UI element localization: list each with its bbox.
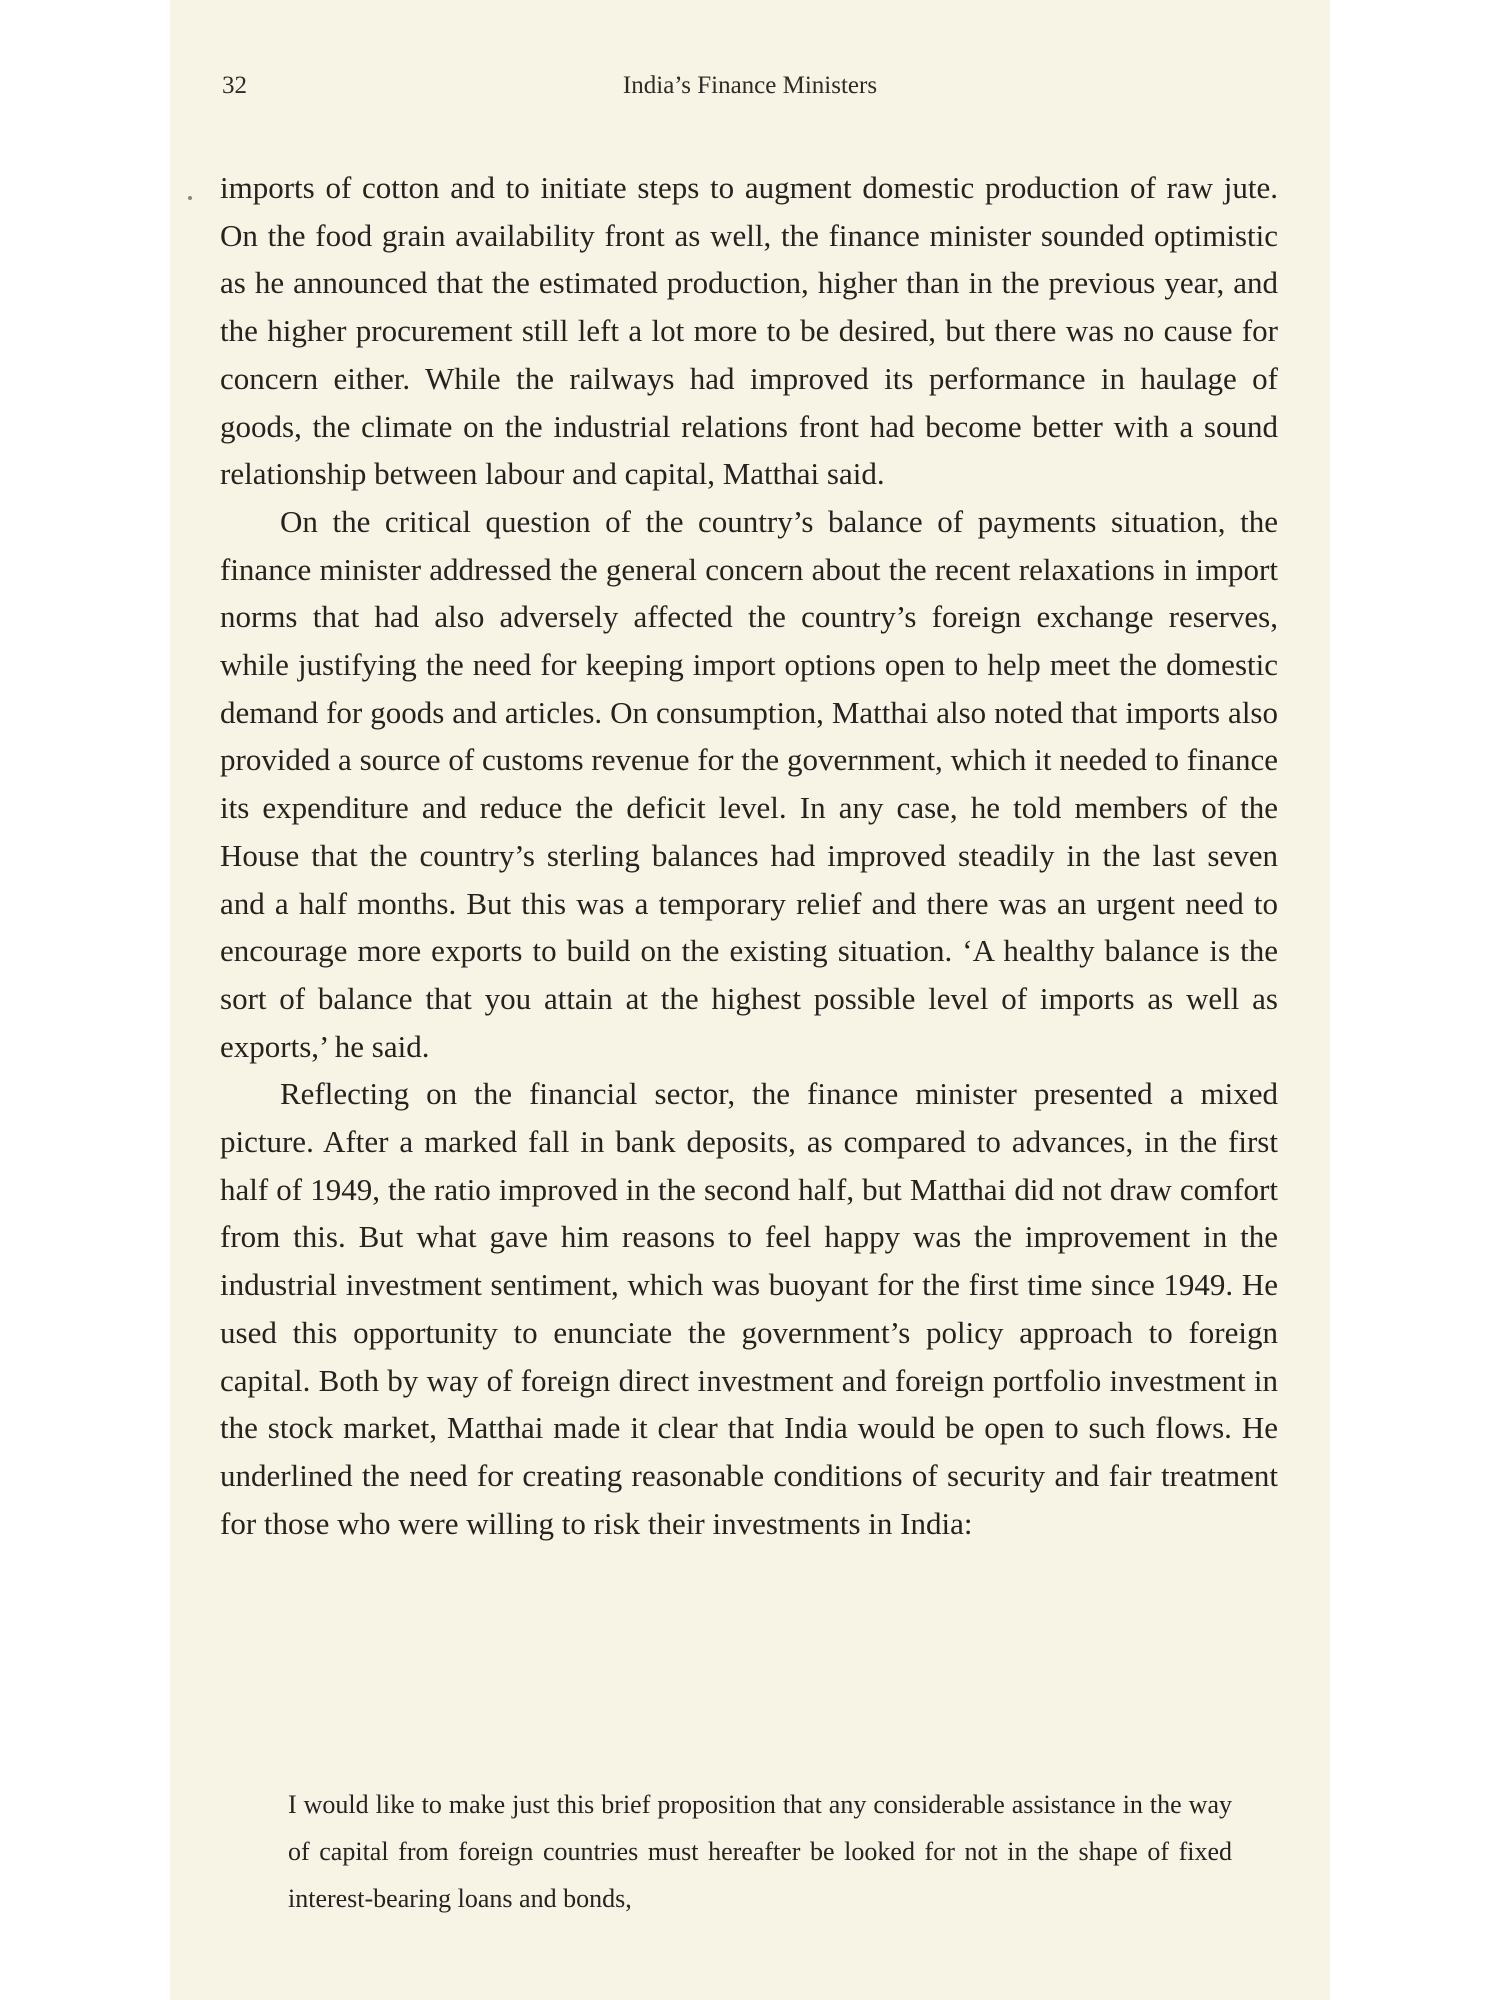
- block-quote: I would like to make just this brief proposition that any considerable assistance in the way of capital from foreign countries must hereafter be looked for not in the shape of fixed interest-bearing loans and bonds,: [288, 1790, 1232, 1913]
- margin-mark: [188, 196, 192, 200]
- paragraph-balance-of-payments: On the critical question of the country’s balance of payments situation, the finance minister addressed the general concern about the recent relaxations in import norms that had also adversely affected the country’s foreign exchange reserves, while justifying the need for keeping import options open to help meet the domestic demand for goods and articles. On consumption, Matthai also noted that imports also provided a source of customs revenue for the government, which it needed to finance its expenditure and reduce the deficit level. In any case, he told members of the House that the country’s sterling balances had improved steadily in the last seven and a half months. But this was a temporary relief and there was an urgent need to encourage more exports to build on the existing situation. ‘A healthy balance is the sort of balance that you attain at the highest possible level of imports as well as exports,’ he said.: [220, 503, 1278, 1064]
- book-page: [170, 0, 1330, 2000]
- page-number: 32: [222, 72, 247, 99]
- running-head: [222, 72, 1278, 112]
- paragraph-continued: imports of cotton and to initiate steps to augment domestic production of raw jute. On the food grain availability front as well, the finance minister sounded optimistic as he announced that the estimated production, higher than in the previous year, and the higher procurement still left a lot more to be desired, but there was no cause for concern either. While the railways had improved its performance in haulage of goods, the climate on the industrial relations front had become better with a sound relationship between labour and capital, Matthai said.: [220, 170, 1278, 492]
- body-text: [220, 164, 1278, 1547]
- paragraph-financial-sector: Reflecting on the financial sector, the finance minister presented a mixed picture. After a marked fall in bank deposits, as compared to advances, in the first half of 1949, the ratio improved in the second half, but Matthai did not draw comfort from this. But what gave him reasons to feel happy was the improvement in the industrial investment sentiment, which was buoyant for the first time since 1949. He used this opportunity to enunciate the government’s policy approach to foreign capital. Both by way of foreign direct investment and foreign portfolio investment in the stock market, Matthai made it clear that India would be open to such flows. He underlined the need for creating reasonable conditions of security and fair treatment for those who were willing to risk their investments in India:: [220, 1076, 1278, 1541]
- running-title: India’s Finance Ministers: [622, 72, 878, 99]
